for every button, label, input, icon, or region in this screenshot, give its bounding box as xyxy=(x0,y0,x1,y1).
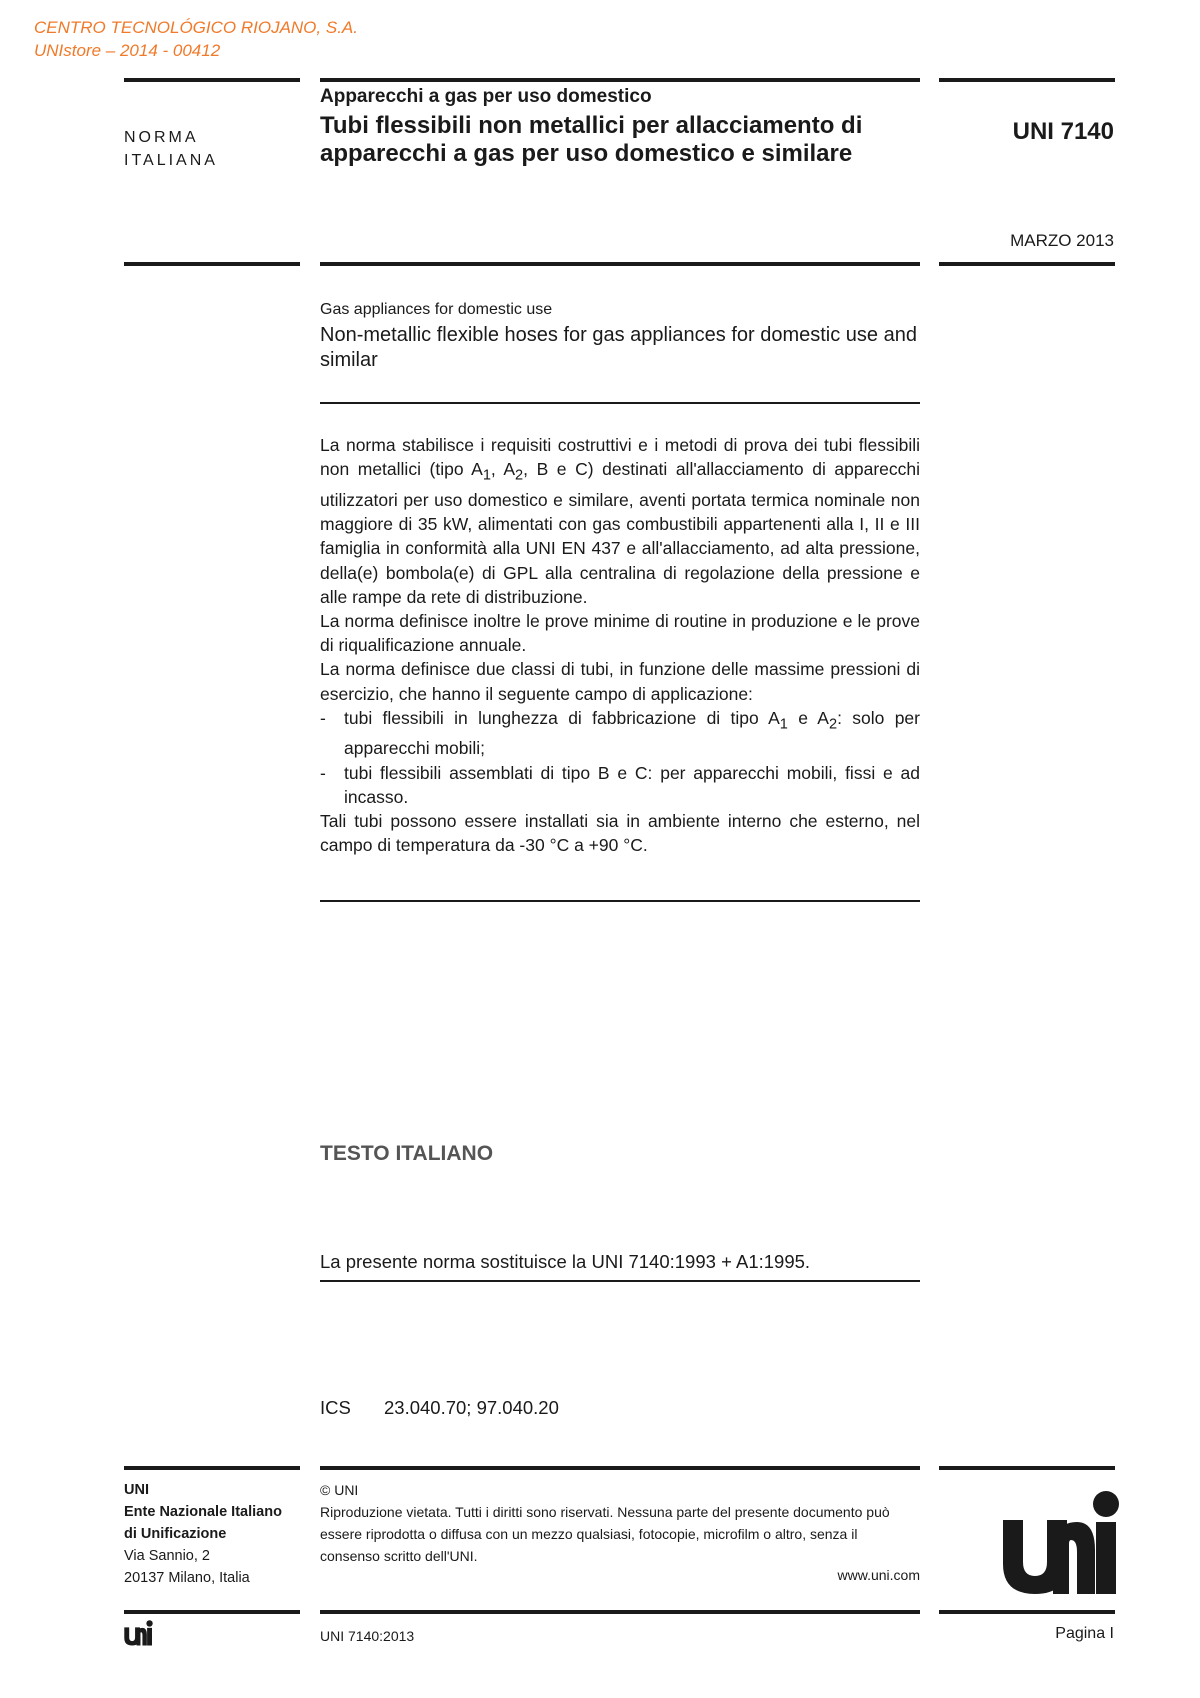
copyright-text: Riproduzione vietata. Tutti i diritti sono riservati. Nessuna parte del presente documento può essere riprodotta o diffusa con un mezzo qualsiasi, fotocopie, microfilm o altro, senza il consenso scritto dell'UNI. xyxy=(320,1504,890,1564)
abstract-p1-text-a: La norma stabilisce i requisiti costruttivi e i metodi di prova dei tubi flessibili non metallici (tipo A xyxy=(320,435,920,480)
abstract-paragraph-1 xyxy=(320,433,920,609)
rule-bottom-center xyxy=(320,1610,920,1614)
subscript-2: 2 xyxy=(515,467,524,484)
standard-code: UNI 7140 xyxy=(1012,118,1114,145)
abstract-list-item-1 xyxy=(320,706,920,761)
testo-italiano: TESTO ITALIANO xyxy=(320,1142,494,1165)
rule-header-right xyxy=(939,262,1115,266)
abstract xyxy=(320,433,920,857)
ics-value: 23.040.70; 97.040.20 xyxy=(384,1397,559,1418)
copyright-block xyxy=(320,1479,920,1567)
org-line2: Ente Nazionale Italiano xyxy=(124,1504,282,1520)
norma-line2: ITALIANA xyxy=(124,152,218,169)
supertitle: Apparecchi a gas per uso domestico xyxy=(320,86,652,107)
rule-bottom-left xyxy=(124,1610,300,1614)
replacement-note: La presente norma sostituisce la UNI 7140:1993 + A1:1995. xyxy=(320,1251,811,1272)
abstract-paragraph-3: La norma definisce due classi di tubi, in funzione delle massime pressioni di esercizio, che hanno il seguente campo di applicazione: xyxy=(320,659,920,704)
abstract-p1-text-c: , B e C) destinati all'allacciamento di apparecchi utilizzatori per uso domestico e similare, aventi portata termica nominale non maggiore di 35 kW, alimentati con gas combustibili appartenenti alla I, II e III famiglia in conformità alla UNI EN 437 e all'allacciamento, ad alta pressione, della(e) bombola(e) di GPL alla centralina di regolazione della pressione e alle rampe da rete di distribuzione. xyxy=(320,459,920,607)
uni-small-logo-svg xyxy=(124,1620,154,1646)
uni-logo-icon xyxy=(1003,1490,1123,1596)
norma-line1: NORMA xyxy=(124,129,199,146)
subscript-2: 2 xyxy=(828,716,838,733)
rule-top-center xyxy=(320,78,920,82)
li1-text-c: : solo per apparecchi mobili; xyxy=(344,707,920,759)
rule-header-left xyxy=(124,262,300,266)
rule-footer-left xyxy=(124,1466,300,1470)
uni-small-logo-icon xyxy=(124,1620,154,1646)
document-title: Tubi flessibili non metallici per allacciamento di apparecchi a gas per uso domestico e similare xyxy=(320,112,863,167)
subscript-1: 1 xyxy=(482,467,491,484)
rule-footer-right xyxy=(939,1466,1115,1470)
ics-label: ICS xyxy=(320,1397,351,1418)
org-line4: Via Sannio, 2 xyxy=(124,1548,210,1564)
copyright-symbol: © UNI xyxy=(320,1482,359,1498)
watermark-line1: CENTRO TECNOLÓGICO RIOJANO, S.A. xyxy=(34,18,358,37)
website-link[interactable]: www.uni.com xyxy=(837,1567,920,1583)
abstract-p1-text-b: , A xyxy=(490,459,516,480)
page-number: Pagina I xyxy=(1055,1625,1114,1642)
english-supertitle: Gas appliances for domestic use xyxy=(320,301,553,318)
rule-top-left xyxy=(124,78,300,82)
rule-replacement xyxy=(320,1280,920,1282)
abstract-paragraph-2: La norma definisce inoltre le prove minime di routine in produzione e le prove di riqualificazione annuale. xyxy=(320,610,920,656)
watermark-line2: UNIstore – 2014 - 00412 xyxy=(34,41,221,60)
abstract-list-item-2: - tubi flessibili assemblati di tipo B e C: per apparecchi mobili, fissi e ad incasso. xyxy=(320,761,920,809)
rule-top-right xyxy=(939,78,1115,82)
rule-bottom-right xyxy=(939,1610,1115,1614)
watermark xyxy=(34,16,358,62)
organization-address xyxy=(124,1479,282,1589)
org-line1: UNI xyxy=(124,1482,149,1498)
rule-header-center xyxy=(320,262,920,266)
abstract-paragraph-4: Tali tubi possono essere installati sia in ambiente interno che esterno, nel campo di temperatura da -30 °C a +90 °C. xyxy=(320,811,920,856)
org-line5: 20137 Milano, Italia xyxy=(124,1570,250,1586)
uni-logo-svg xyxy=(1003,1490,1123,1596)
publication-date: MARZO 2013 xyxy=(1010,231,1114,250)
english-title: Non-metallic flexible hoses for gas appliances for domestic use and similar xyxy=(320,324,917,371)
rule-footer-center xyxy=(320,1466,920,1470)
org-line3: di Unificazione xyxy=(124,1526,227,1542)
subscript-1: 1 xyxy=(779,716,788,733)
li1-text-a: tubi flessibili in lunghezza di fabbricazione di tipo A xyxy=(344,707,780,728)
ics-line xyxy=(320,1397,559,1419)
footer-standard-code: UNI 7140:2013 xyxy=(320,1628,415,1644)
li1-text-b: e A xyxy=(787,707,829,728)
rule-english xyxy=(320,402,920,404)
norma-italiana-label xyxy=(124,126,218,172)
rule-abstract xyxy=(320,900,920,902)
